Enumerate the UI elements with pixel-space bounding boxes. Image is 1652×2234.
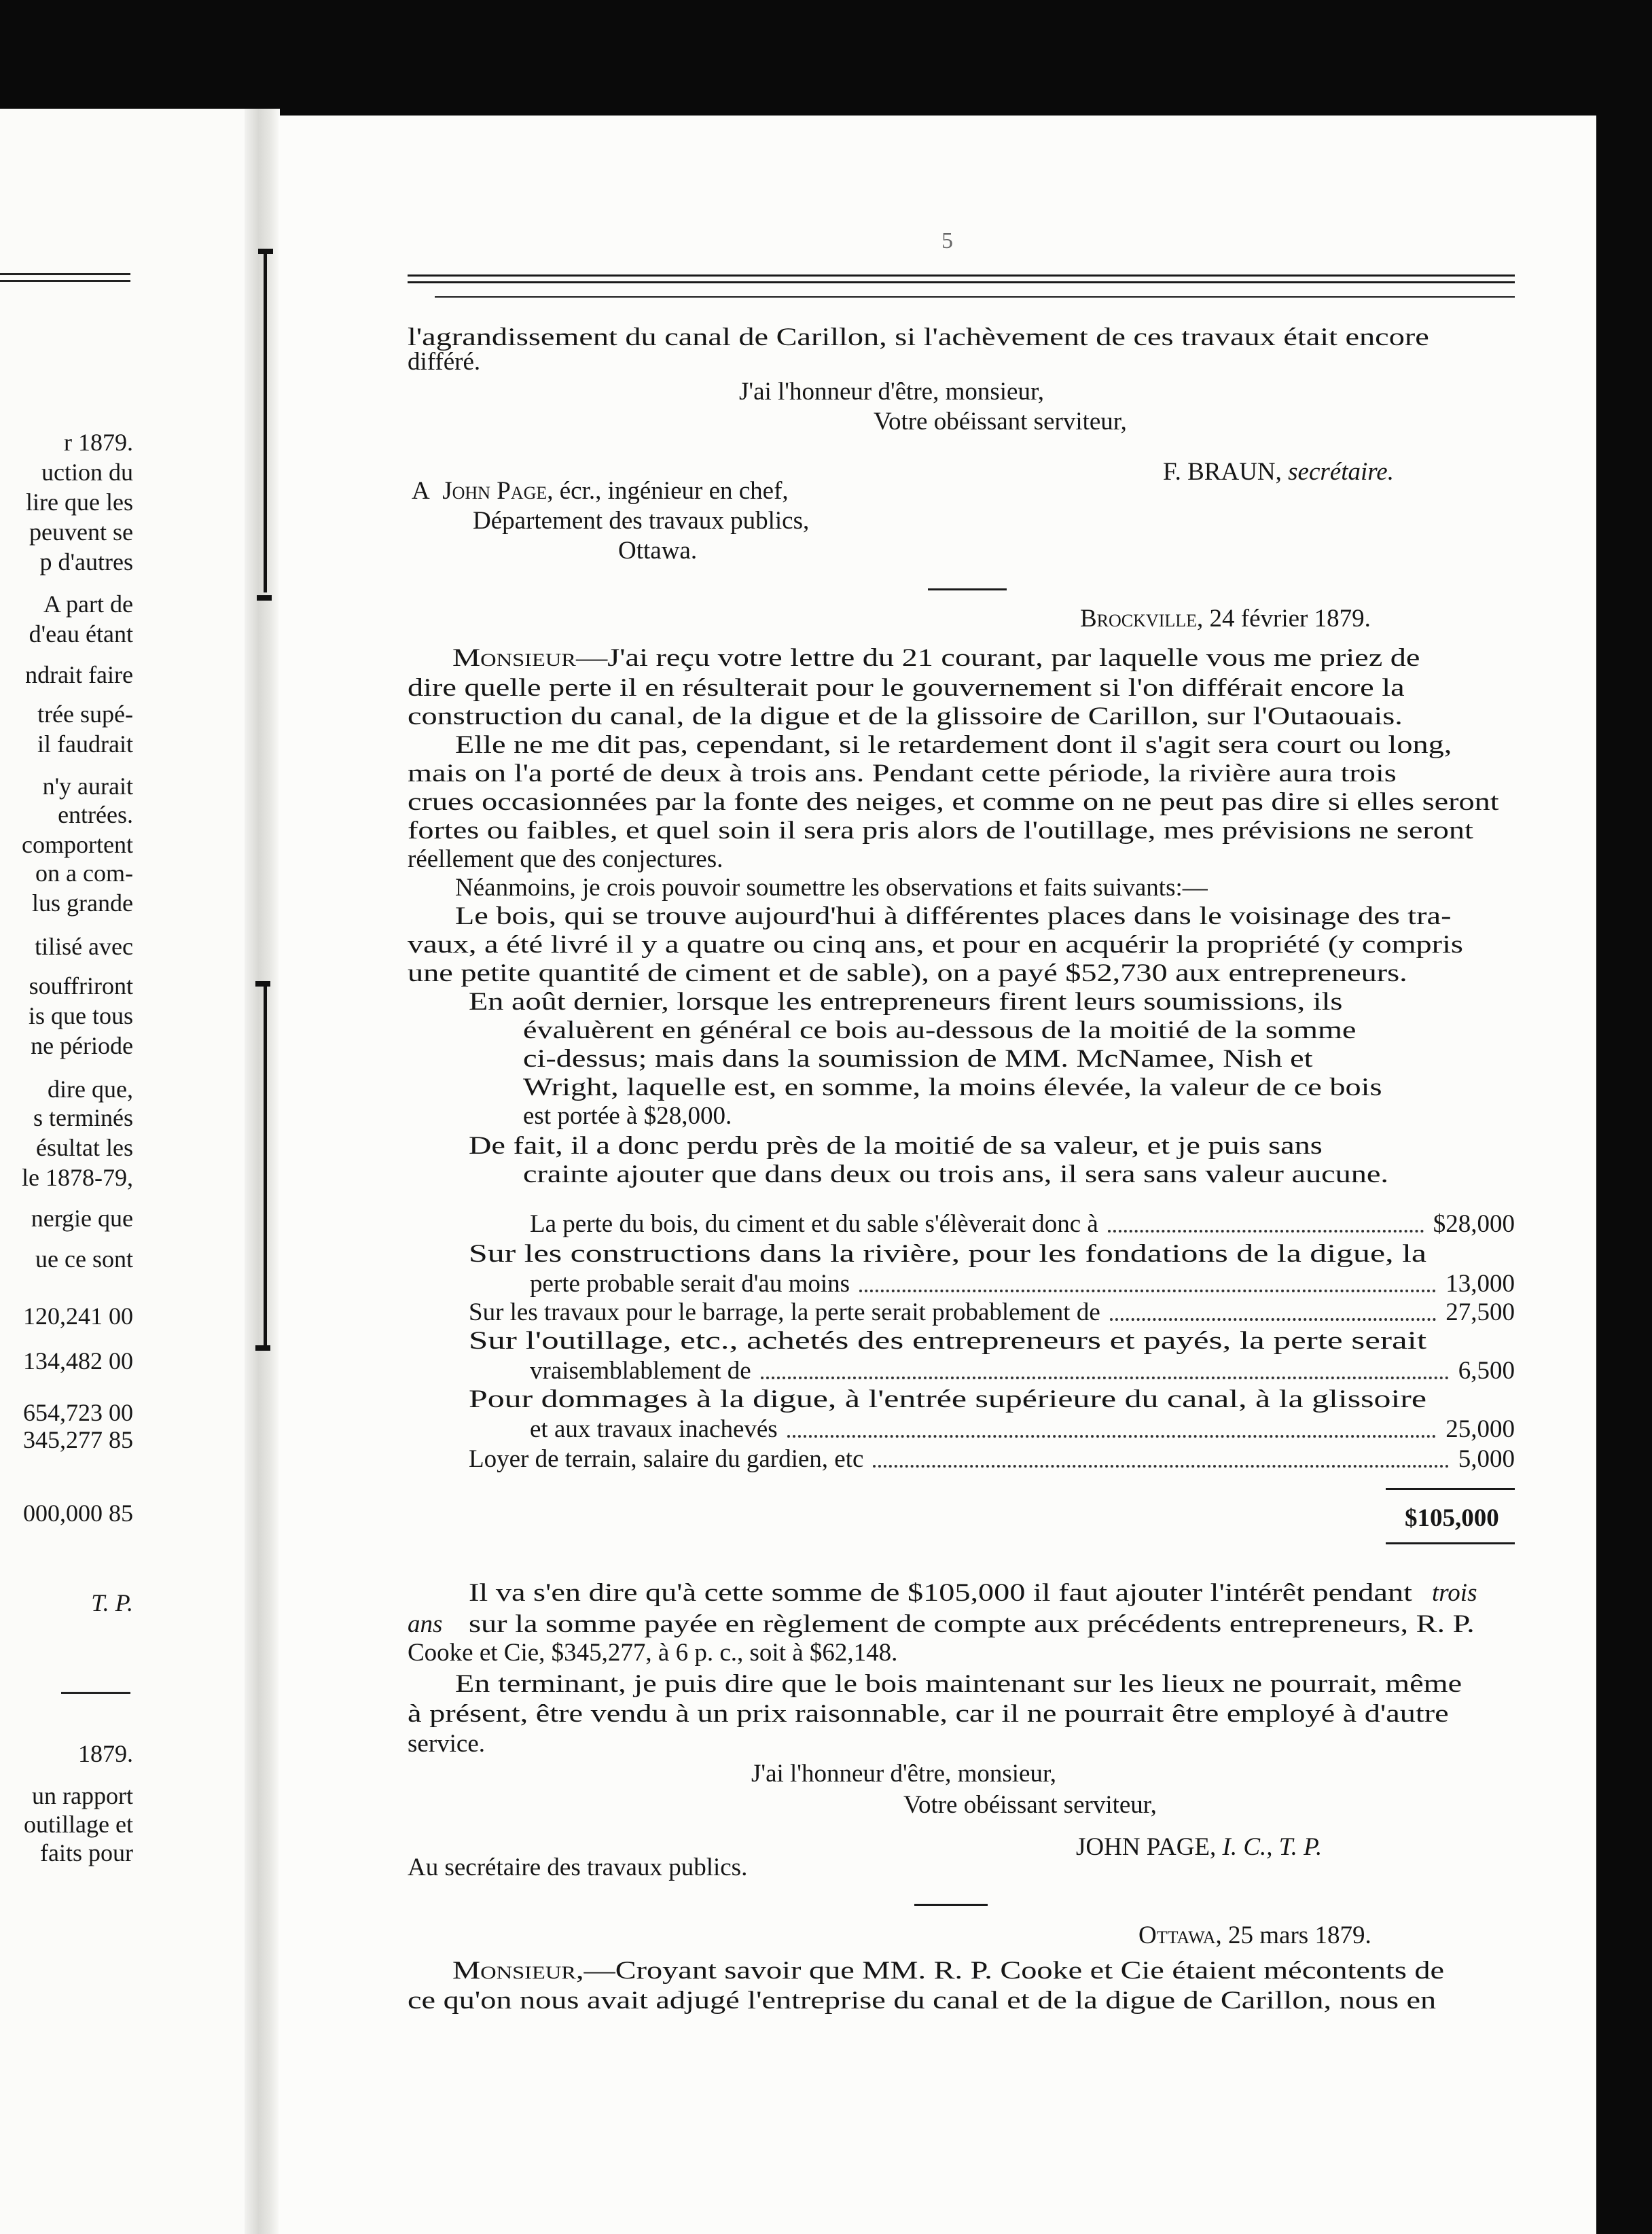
letter2-line: construction du canal, de la digue et de la glissoire de Carillon, sur l'Outaouais. [408,703,1403,730]
facing-page-line: il faudrait [37,730,133,758]
letter1-closing: J'ai l'honneur d'être, monsieur, [739,378,1045,406]
signature-title: I. C., T. P. [1222,1833,1323,1861]
letter1-address: Département des travaux publics, [473,507,810,535]
ledger-amount: 25,000 [1446,1415,1515,1443]
letter2-signature [1076,1834,1322,1860]
letter2-line: Wright, laquelle est, en somme, la moins élevée, la valeur de ce bois [523,1074,1382,1101]
letter2-dateline [1080,606,1371,631]
letter2-conclusion-line: Il va s'en dire qu'à cette somme de $105,000 il faut ajouter l'intérêt pendant [469,1579,1412,1607]
letter2-line: En août dernier, lorsque les entrepreneurs firent leurs soumissions, ils [469,988,1343,1016]
facing-page-line: outillage et [24,1811,133,1838]
letter2-line: crues occasionnées par la fonte des neiges, et comme on ne peut pas dire si elles seront [408,788,1499,816]
dot-leader [761,1377,1449,1379]
facing-page-line: nergie que [31,1205,133,1232]
dot-leader [787,1435,1437,1438]
letter1-line: différé. [408,348,481,376]
header-rule [408,281,1515,283]
dateline-date: , 25 mars 1879. [1215,1921,1371,1949]
facing-page-line: 654,723 00 [23,1399,133,1426]
left-page-rule [0,273,130,275]
facing-page-line: faits pour [40,1839,133,1866]
ledger-label: Loyer de terrain, salaire du gardien, etc [469,1445,864,1473]
facing-page [0,109,253,2234]
ledger-total: $105,000 [1405,1504,1499,1532]
facing-page-line: 345,277 85 [23,1426,133,1453]
dateline-place: Brockville [1080,605,1197,633]
facing-page-line: comportent [22,831,133,858]
facing-page-line: A part de [43,590,133,618]
letter1-addressee [412,478,789,503]
letter3-line [452,1958,1444,1983]
letter3-line: ce qu'on nous avait adjugé l'entreprise du canal et de la digue de Carillon, nous en [408,1987,1437,2015]
letter1-signature [1163,459,1394,484]
letter2-line: Le bois, qui se trouve aujourd'hui à différentes places dans le voisinage des tra- [455,902,1452,930]
facing-page-line: is que tous [28,1002,133,1029]
facing-page-line: dire que, [48,1076,133,1103]
letter3-text: ,—Croyant savoir que MM. R. P. Cooke et Cie étaient mécontents de [575,1957,1445,1985]
ledger-amount: 13,000 [1446,1270,1515,1298]
header-rule [408,274,1515,277]
facing-page-line: uction du [41,459,133,486]
facing-page-line: d'eau étant [29,620,133,648]
letter2-line: est portée à $28,000. [523,1102,732,1130]
section-divider [914,1904,988,1906]
letter2-line: Néanmoins, je crois pouvoir soumettre les observations et faits suivants:— [455,874,1208,902]
letter2-text: —J'ai reçu votre lettre du 21 courant, par laquelle vous me priez de [575,644,1420,672]
salutation: Monsieur [452,644,576,672]
addressee-rest: , écr., ingénieur en chef, [547,477,789,505]
letter2-line: une petite quantité de ciment et de sable), on a payé $52,730 aux entrepreneurs. [408,959,1407,987]
facing-page-line: s terminés [33,1104,133,1131]
ledger-label: Pour dommages à la digue, à l'entrée supérieure du canal, à la glissoire [469,1385,1427,1413]
facing-page-line: peuvent se [29,518,133,546]
facing-page-line: tilisé avec [35,933,133,960]
dateline-date: , 24 février 1879. [1197,605,1371,633]
italic-trois: trois [1432,1579,1477,1607]
facing-page-line: 000,000 85 [23,1500,133,1527]
facing-page-line: trée supé- [37,701,133,728]
facing-page-line: 1879. [78,1740,133,1767]
left-page-sum-rule [61,1692,130,1694]
facing-page-line: on a com- [35,859,133,887]
letter3-dateline [1138,1923,1371,1948]
letter2-line: évaluèrent en général ce bois au-dessous de la moitié de la somme [523,1016,1357,1044]
facing-page-line: le 1878-79, [22,1164,133,1191]
dot-leader [859,1290,1436,1292]
binding-thread [264,253,267,592]
letter2-line: De fait, il a donc perdu près de la moitié de sa valeur, et je puis sans [469,1132,1323,1160]
ledger-sum-rule [1386,1542,1515,1544]
binding-knot [258,249,273,254]
facing-page-line: ndrait faire [25,661,133,688]
salutation: Monsieur [452,1957,576,1985]
facing-page-line: entrées. [58,801,133,828]
letter2-conclusion-line: sur la somme payée en règlement de compte aux précédents entrepreneurs, R. P. [469,1610,1475,1638]
letter2-addressee: Au secrétaire des travaux publics. [408,1854,748,1881]
ledger-amount: 27,500 [1446,1298,1515,1326]
signature-name: F. BRAUN, [1163,458,1282,486]
letter2-closing: J'ai l'honneur d'être, monsieur, [751,1760,1057,1788]
ledger-sum-rule [1386,1488,1515,1490]
header-rule [435,296,1515,298]
ledger-label: Sur les travaux pour le barrage, la perte serait probablement de [469,1298,1100,1326]
italic-ans: ans [408,1610,443,1638]
ledger-label: perte probable serait d'au moins [530,1270,850,1298]
letter2-conclusion-line: En terminant, je puis dire que le bois maintenant sur les lieux ne pourrait, même [455,1670,1462,1698]
facing-page-line: ésultat les [36,1134,133,1161]
binding-knot [255,1345,270,1351]
letter2-line: vaux, a été livré il y a quatre ou cinq ans, et pour en acquérir la propriété (y compris [408,931,1463,959]
ledger-label: Sur les constructions dans la rivière, pour les fondations de la digue, la [469,1240,1427,1268]
dot-leader [1110,1318,1436,1321]
facing-page-line: p d'autres [39,548,133,575]
section-divider [928,588,1007,590]
ledger-label: La perte du bois, du ciment et du sable s'élèverait donc à [530,1210,1098,1238]
letter2-line: fortes ou faibles, et quel soin il sera pris alors de l'outillage, mes prévisions ne seront [408,817,1473,845]
signature-title: secrétaire. [1288,458,1394,486]
letter2-conclusion-line: à présent, être vendu à un prix raisonnable, car il ne pourrait être employé à d'autre [408,1700,1449,1728]
letter2-closing: Votre obéissant serviteur, [903,1791,1157,1819]
facing-page-line: ne période [31,1032,133,1059]
letter2-line: mais on l'a porté de deux à trois ans. Pendant cette période, la rivière aura trois [408,760,1397,787]
binding-knot [255,981,270,987]
facing-page-line: lire que les [26,489,133,516]
letter1-address: Ottawa. [618,537,698,565]
ledger-label: vraisemblablement de [530,1357,751,1385]
facing-page-line: souffriront [29,972,133,999]
dot-leader [1108,1230,1424,1233]
facing-page-line: un rapport [32,1782,133,1809]
ledger-amount: 6,500 [1458,1357,1515,1385]
signature-name: JOHN PAGE, [1076,1833,1217,1861]
facing-page-line: ue ce sont [35,1245,133,1273]
dot-leader [873,1465,1448,1468]
ledger-label: Sur l'outillage, etc., achetés des entrepreneurs et payés, la perte serait [469,1327,1427,1355]
ledger-amount: 5,000 [1458,1445,1515,1473]
binding-knot [257,595,272,601]
letter1-closing: Votre obéissant serviteur, [874,408,1127,436]
letter1-line: l'agrandissement du canal de Carillon, si l'achèvement de ces travaux était encore [408,323,1429,351]
ledger-amount: $28,000 [1433,1210,1515,1238]
addressee-name: John Page [442,477,547,505]
facing-page-line: n'y aurait [42,773,133,800]
letter2-line: crainte ajouter que dans deux ou trois ans, il sera sans valeur aucune. [523,1160,1389,1188]
left-page-rule [0,280,130,282]
letter2-line: ci-dessus; mais dans la soumission de MM. McNamee, Nish et [523,1045,1313,1073]
addressee-prefix: A [412,477,430,505]
book-gutter [245,109,280,2234]
dateline-place: Ottawa [1138,1921,1216,1949]
facing-page-line: 134,482 00 [23,1347,133,1375]
facing-page-line: lus grande [32,889,133,917]
binding-thread [264,985,267,1345]
letter2-line: réellement que des conjectures. [408,845,723,873]
letter2-line [452,645,1420,671]
facing-page-line: T. P. [91,1589,133,1616]
letter2-line: Elle ne me dit pas, cependant, si le retardement dont il s'agit sera court ou long, [455,731,1452,759]
facing-page-line: r 1879. [64,429,133,456]
ledger-label: et aux travaux inachevés [530,1415,778,1443]
letter2-conclusion-line: Cooke et Cie, $345,277, à 6 p. c., soit à $62,148. [408,1639,898,1667]
letter2-line: dire quelle perte il en résulterait pour le gouvernement si l'on différait encore la [408,674,1405,702]
facing-page-line: 120,241 00 [23,1302,133,1330]
page-number: 5 [941,228,953,253]
letter2-conclusion-line: service. [408,1730,486,1758]
